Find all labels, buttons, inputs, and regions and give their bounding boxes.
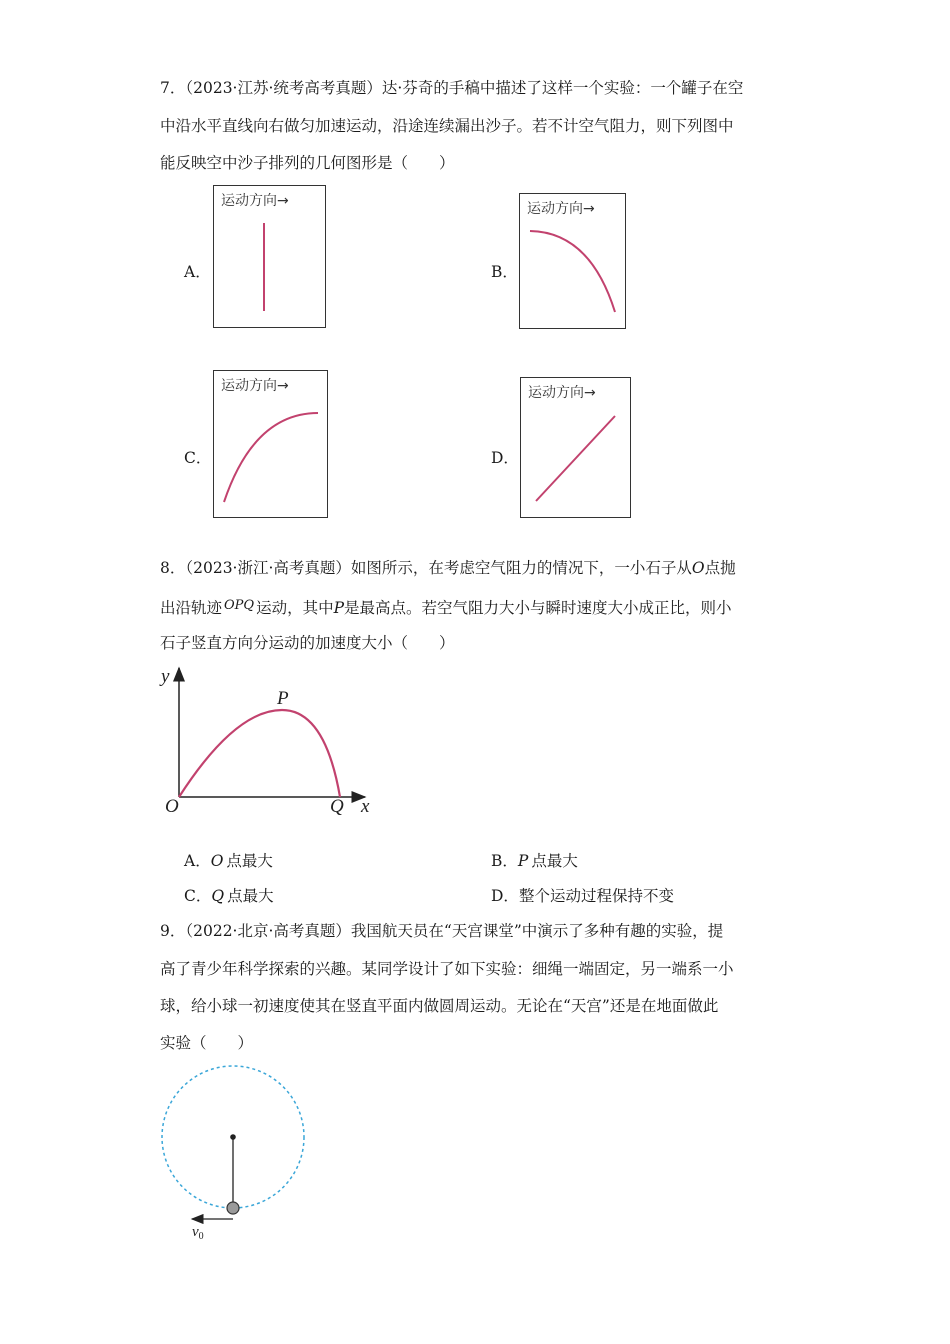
q8-option-a: A．O 点最大 [184, 852, 273, 870]
sand-pattern-curve-up [214, 371, 329, 519]
point-q-label: Q [330, 796, 344, 817]
point-p-label: P [277, 688, 289, 709]
q9-line-4: 实验（ ） [160, 1034, 254, 1052]
q8-line-3: 石子竖直方向分运动的加速度大小（ ） [160, 634, 455, 652]
q7-option-c-label: C． [184, 449, 212, 467]
q9-line-1: 9．（2022·北京·高考真题）我国航天员在“天宫课堂”中演示了多种有趣的实验，提 [160, 922, 724, 940]
q8-line-2: 出沿轨迹 $^{OPQ}$ 运动，其中P是最高点。若空气阻力大小与瞬时速度大小成正比，则小 [160, 598, 732, 617]
sand-pattern-vertical-line [214, 186, 327, 329]
q7-option-b-label: B． [491, 263, 518, 281]
q9-circular-motion-figure [150, 1060, 320, 1240]
point-o-label: O [165, 796, 179, 817]
q8-option-b: B．P 点最大 [491, 852, 578, 870]
q7-option-d-label: D． [491, 449, 519, 467]
right-arrow-icon: → [584, 385, 596, 401]
q7-option-b-figure [519, 193, 626, 329]
q7-line-1: 7．（2023·江苏·统考高考真题）达·芬奇的手稿中描述了这样一个实验：一个罐子在空 [160, 79, 744, 97]
y-axis-label: y [161, 666, 170, 687]
q8-option-d: D．整个运动过程保持不变 [491, 887, 674, 905]
q7-option-a-figure [213, 185, 326, 328]
right-arrow-icon: → [277, 378, 289, 394]
right-arrow-icon: → [277, 193, 289, 209]
direction-caption: 运动方向→ [221, 193, 289, 209]
trajectory-curve [179, 710, 340, 797]
ball [227, 1202, 239, 1214]
q7-option-a-label: A． [184, 263, 211, 281]
x-axis-label: x [361, 796, 370, 817]
sand-pattern-curve-down [520, 194, 627, 330]
q8-option-c: C．Q 点最大 [184, 887, 274, 905]
q7-line-2: 中沿水平直线向右做匀加速运动，沿途连续漏出沙子。若不计空气阻力，则下列图中 [160, 117, 734, 135]
q9-line-3: 球，给小球一初速度使其在竖直平面内做圆周运动。无论在“天宫”还是在地面做此 [160, 997, 719, 1015]
q8-line-1: 8．（2023·浙江·高考真题）如图所示，在考虑空气阻力的情况下，一小石子从O点抛 [160, 559, 736, 577]
velocity-label: $v_0$ [192, 1224, 204, 1242]
right-arrow-icon: → [583, 201, 595, 217]
sand-pattern-diagonal-line [521, 378, 632, 519]
q7-option-c-figure [213, 370, 328, 518]
q9-line-2: 高了青少年科学探索的兴趣。某同学设计了如下实验：细绳一端固定，另一端系一小 [160, 960, 734, 978]
direction-caption: 运动方向→ [221, 378, 289, 394]
q8-trajectory-figure [155, 660, 385, 820]
direction-caption: 运动方向→ [527, 201, 595, 217]
q7-line-3: 能反映空中沙子排列的几何图形是（ ） [160, 154, 455, 172]
q7-option-d-figure [520, 377, 631, 518]
direction-caption: 运动方向→ [528, 385, 596, 401]
